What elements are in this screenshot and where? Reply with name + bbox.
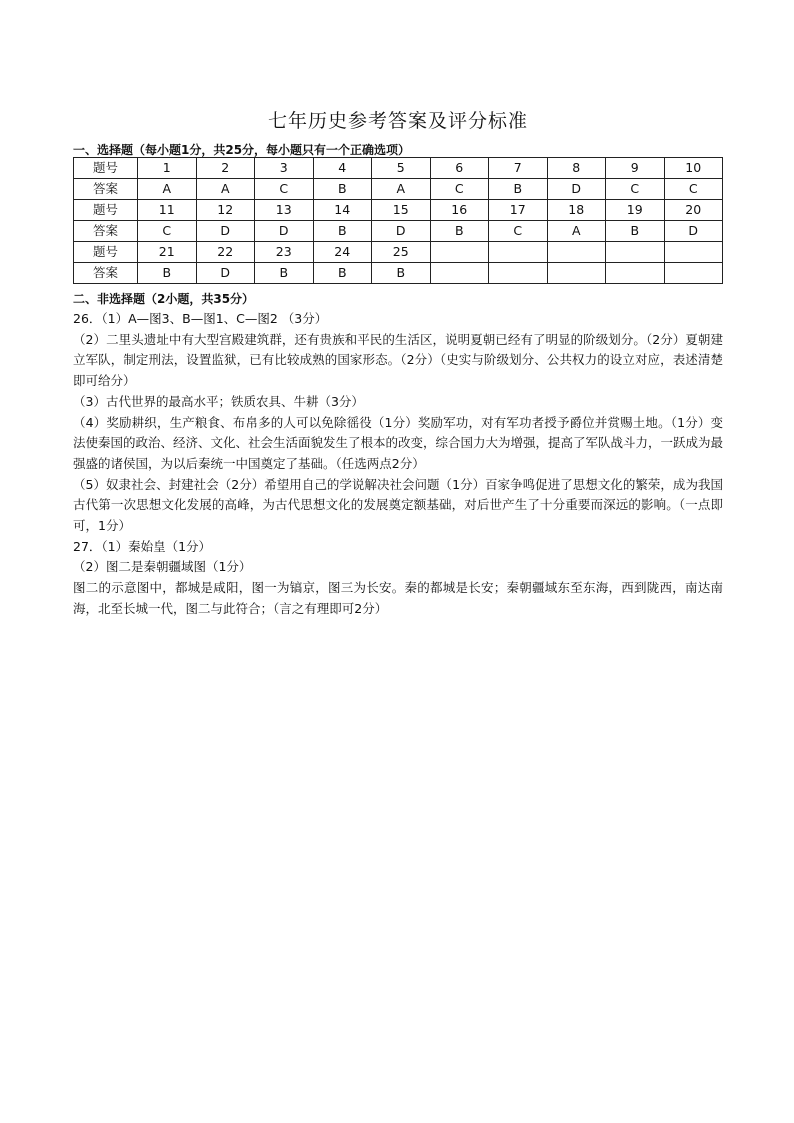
answer-cell: B: [372, 263, 431, 284]
question-number-cell: 24: [313, 242, 372, 263]
question-number-cell: 12: [196, 200, 255, 221]
question-number-cell: 8: [547, 158, 606, 179]
answer-cell: A: [196, 179, 255, 200]
row-label-answer: 答案: [74, 179, 138, 200]
question-number-cell: 11: [138, 200, 197, 221]
section-multiple-choice-heading: 一、选择题（每小题1分，共25分，每小题只有一个正确选项）: [73, 143, 411, 157]
answer-cell: D: [372, 221, 431, 242]
question-number-cell: 25: [372, 242, 431, 263]
question-number-cell: 9: [606, 158, 665, 179]
question-number-cell: 7: [489, 158, 548, 179]
table-row-answer: [74, 221, 723, 242]
row-label-answer: 答案: [74, 263, 138, 284]
answer-cell: A: [372, 179, 431, 200]
table-row-answer: [74, 179, 723, 200]
row-label-number: 题号: [74, 158, 138, 179]
answer-cell: D: [664, 221, 723, 242]
question-number-cell: 19: [606, 200, 665, 221]
question-number-cell: [489, 242, 548, 263]
question-number-cell: 15: [372, 200, 431, 221]
answer-table: [73, 157, 723, 284]
answer-cell: C: [255, 179, 314, 200]
question-number-cell: 20: [664, 200, 723, 221]
question-number-cell: [664, 242, 723, 263]
row-label-number: 题号: [74, 200, 138, 221]
page-title: 七年历史参考答案及评分标准: [267, 110, 528, 132]
answer-cell: B: [313, 263, 372, 284]
question-number-cell: 3: [255, 158, 314, 179]
question-number-cell: 10: [664, 158, 723, 179]
question-number-cell: 14: [313, 200, 372, 221]
answer-cell: B: [430, 221, 489, 242]
section-non-choice-heading: 二、非选择题（2小题，共35分）: [73, 292, 255, 306]
answer-cell: [489, 263, 548, 284]
answer-paragraph: （4）奖励耕织，生产粮食、布帛多的人可以免除徭役（1分）奖励军功，对有军功者授予爵位并赏赐土地。（1分）变法使秦国的政治、经济、文化、社会生活面貌发生了根本的改变，综合国力大为增强，提高了军队战斗力，一跃成为最强盛的诸侯国，为以后秦统一中国奠定了基础。（任选两点2分）: [73, 414, 724, 471]
answer-cell: C: [489, 221, 548, 242]
question-number-cell: 1: [138, 158, 197, 179]
answer-cell: [547, 263, 606, 284]
question-number-cell: 22: [196, 242, 255, 263]
answer-cell: B: [606, 221, 665, 242]
table-row-number: [74, 242, 723, 263]
table-row-answer: [74, 263, 723, 284]
answer-cell: C: [606, 179, 665, 200]
answer-text-block: [73, 309, 723, 620]
question-number-cell: 13: [255, 200, 314, 221]
answer-paragraph: 27．（1）秦始皇（1分）: [73, 538, 212, 554]
question-number-cell: [606, 242, 665, 263]
question-number-cell: 6: [430, 158, 489, 179]
row-label-answer: 答案: [74, 221, 138, 242]
answer-cell: B: [313, 179, 372, 200]
answer-cell: A: [547, 221, 606, 242]
answer-paragraph: （3）古代世界的最高水平；铁质农具、牛耕（3分）: [73, 393, 364, 409]
answer-cell: B: [138, 263, 197, 284]
answer-cell: B: [489, 179, 548, 200]
answer-paragraph: （2）二里头遗址中有大型宫殿建筑群，还有贵族和平民的生活区，说明夏朝已经有了明显的阶级划分。（2分）夏朝建立军队，制定刑法，设置监狱，已有比较成熟的国家形态。（2分）（史实与阶级划分、公共权力的设立对应，表述清楚即可给分）: [73, 331, 723, 389]
question-number-cell: 5: [372, 158, 431, 179]
answer-cell: B: [255, 263, 314, 284]
question-number-cell: 17: [489, 200, 548, 221]
answer-cell: B: [313, 221, 372, 242]
answer-cell: [430, 263, 489, 284]
question-number-cell: [430, 242, 489, 263]
answer-cell: A: [138, 179, 197, 200]
table-row-number: [74, 158, 723, 179]
question-number-cell: 4: [313, 158, 372, 179]
table-row-number: [74, 200, 723, 221]
answer-cell: C: [138, 221, 197, 242]
answer-paragraph: 图二的示意图中，都城是咸阳，图一为镐京，图三为长安。秦的都城是长安；秦朝疆域东至东海，西到陇西，南达南海，北至长城一代，图二与此符合；（言之有理即可2分）: [73, 580, 723, 616]
answer-cell: D: [255, 221, 314, 242]
answer-paragraph: （2）图二是秦朝疆域图（1分）: [73, 559, 252, 575]
question-number-cell: 21: [138, 242, 197, 263]
answer-paragraph: （5）奴隶社会、封建社会（2分）希望用自己的学说解决社会问题（1分）百家争鸣促进了思想文化的繁荣，成为我国古代第一次思想文化发展的高峰，为古代思想文化的发展奠定额基础，对后世产生了十分重要而深远的影响。（一点即可，1分）: [73, 476, 723, 534]
row-label-number: 题号: [74, 242, 138, 263]
question-number-cell: 18: [547, 200, 606, 221]
answer-paragraph: 26．（1）A—图3、B—图1、C—图2 （3分）: [73, 311, 328, 326]
question-number-cell: 23: [255, 242, 314, 263]
answer-cell: C: [430, 179, 489, 200]
answer-cell: C: [664, 179, 723, 200]
answer-cell: D: [196, 263, 255, 284]
answer-cell: [664, 263, 723, 284]
question-number-cell: 16: [430, 200, 489, 221]
answer-cell: [606, 263, 665, 284]
question-number-cell: 2: [196, 158, 255, 179]
answer-cell: D: [196, 221, 255, 242]
answer-cell: D: [547, 179, 606, 200]
question-number-cell: [547, 242, 606, 263]
